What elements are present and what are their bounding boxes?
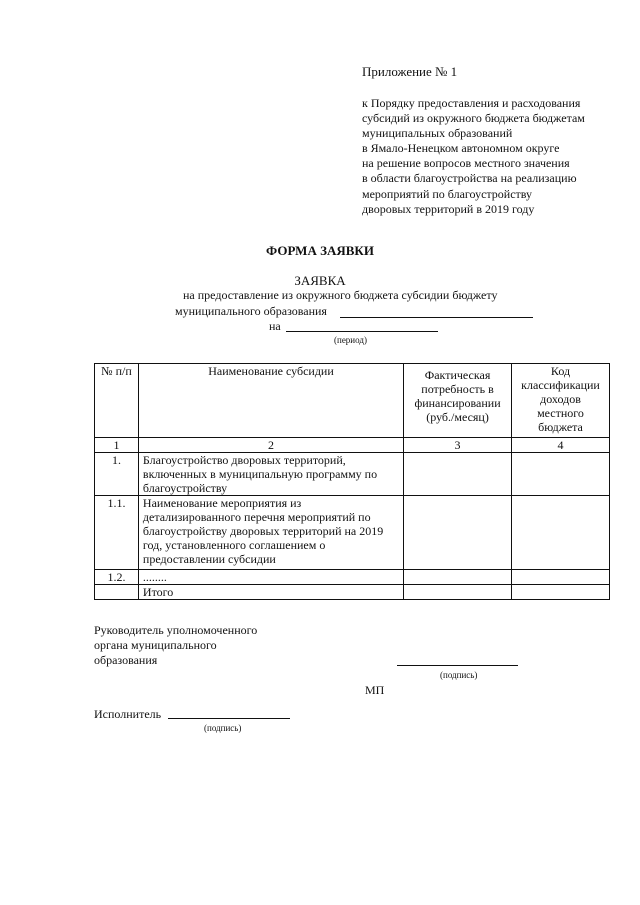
request-line-1: на предоставление из окружного бюджета субсидии бюджету bbox=[183, 288, 498, 302]
row-name: Итого bbox=[138, 585, 403, 600]
head-signature-label bbox=[94, 623, 257, 668]
request-title: ЗАЯВКА bbox=[294, 273, 346, 288]
annex-line: на решение вопросов местного значения bbox=[362, 156, 570, 171]
table-row bbox=[95, 496, 610, 570]
head-label-line: Руководитель уполномоченного bbox=[94, 623, 258, 637]
row-num bbox=[95, 585, 139, 600]
subsidy-table bbox=[94, 363, 610, 600]
row-num: 1.1. bbox=[95, 496, 139, 570]
header-code: Код классификации доходов местного бюджета bbox=[512, 364, 610, 438]
col-number: 2 bbox=[138, 438, 403, 453]
table-header-row bbox=[95, 364, 610, 438]
table-row bbox=[95, 453, 610, 496]
row-need-cell[interactable] bbox=[404, 570, 512, 585]
annex-line: мероприятий по благоустройству bbox=[362, 186, 533, 201]
annex-line: субсидий из окружного бюджета бюджетам bbox=[362, 111, 585, 126]
total-need-cell[interactable] bbox=[404, 585, 512, 600]
annex-line: в Ямало-Ненецком автономном округе bbox=[362, 141, 560, 156]
head-label-line: образования bbox=[94, 653, 158, 667]
annex-line: к Порядку предоставления и расходования bbox=[362, 96, 581, 110]
column-number-row bbox=[95, 438, 610, 453]
col-number: 1 bbox=[95, 438, 139, 453]
row-need-cell[interactable] bbox=[404, 496, 512, 570]
head-signature-line bbox=[397, 665, 518, 666]
period-caption: (период) bbox=[334, 335, 367, 345]
municipality-blank bbox=[340, 317, 533, 318]
executor-label: Исполнитель bbox=[94, 707, 162, 721]
head-signature-caption: (подпись) bbox=[440, 670, 478, 680]
col-number: 4 bbox=[512, 438, 610, 453]
executor-signature-caption: (подпись) bbox=[204, 723, 242, 733]
annex-description bbox=[362, 96, 632, 217]
stamp-label: МП bbox=[365, 683, 385, 697]
request-line-3: на bbox=[269, 319, 281, 333]
annex-line: муниципальных образований bbox=[362, 126, 513, 141]
header-num: № п/п bbox=[95, 364, 139, 438]
executor-signature-line bbox=[168, 718, 290, 719]
header-need: Фактическая потребность в финансировании (руб./месяц) bbox=[404, 364, 512, 438]
form-title: ФОРМА ЗАЯВКИ bbox=[266, 243, 374, 258]
annex-line: дворовых территорий в 2019 году bbox=[362, 201, 535, 216]
col-number: 3 bbox=[404, 438, 512, 453]
row-num: 1. bbox=[95, 453, 139, 496]
annex-title: Приложение № 1 bbox=[362, 64, 458, 79]
row-num: 1.2. bbox=[95, 570, 139, 585]
head-label-line: органа муниципального bbox=[94, 638, 217, 652]
table-row bbox=[95, 570, 610, 585]
header-name: Наименование субсидии bbox=[138, 364, 403, 438]
total-code-cell[interactable] bbox=[512, 585, 610, 600]
row-code-cell[interactable] bbox=[512, 570, 610, 585]
row-code-cell[interactable] bbox=[512, 453, 610, 496]
request-line-2: муниципального образования bbox=[175, 304, 327, 318]
row-need-cell[interactable] bbox=[404, 453, 512, 496]
period-blank bbox=[286, 331, 438, 332]
row-name: ........ bbox=[138, 570, 403, 585]
row-code-cell[interactable] bbox=[512, 496, 610, 570]
total-row bbox=[95, 585, 610, 600]
annex-line: в области благоустройства на реализацию bbox=[362, 171, 577, 186]
row-name: Благоустройство дворовых территорий, включенных в муниципальную программу по благоустройству bbox=[138, 453, 403, 496]
row-name: Наименование мероприятия из детализированного перечня мероприятий по благоустройству дворовых территорий на 2019 год, установленного соглашением о предоставлении субсидии bbox=[138, 496, 403, 570]
